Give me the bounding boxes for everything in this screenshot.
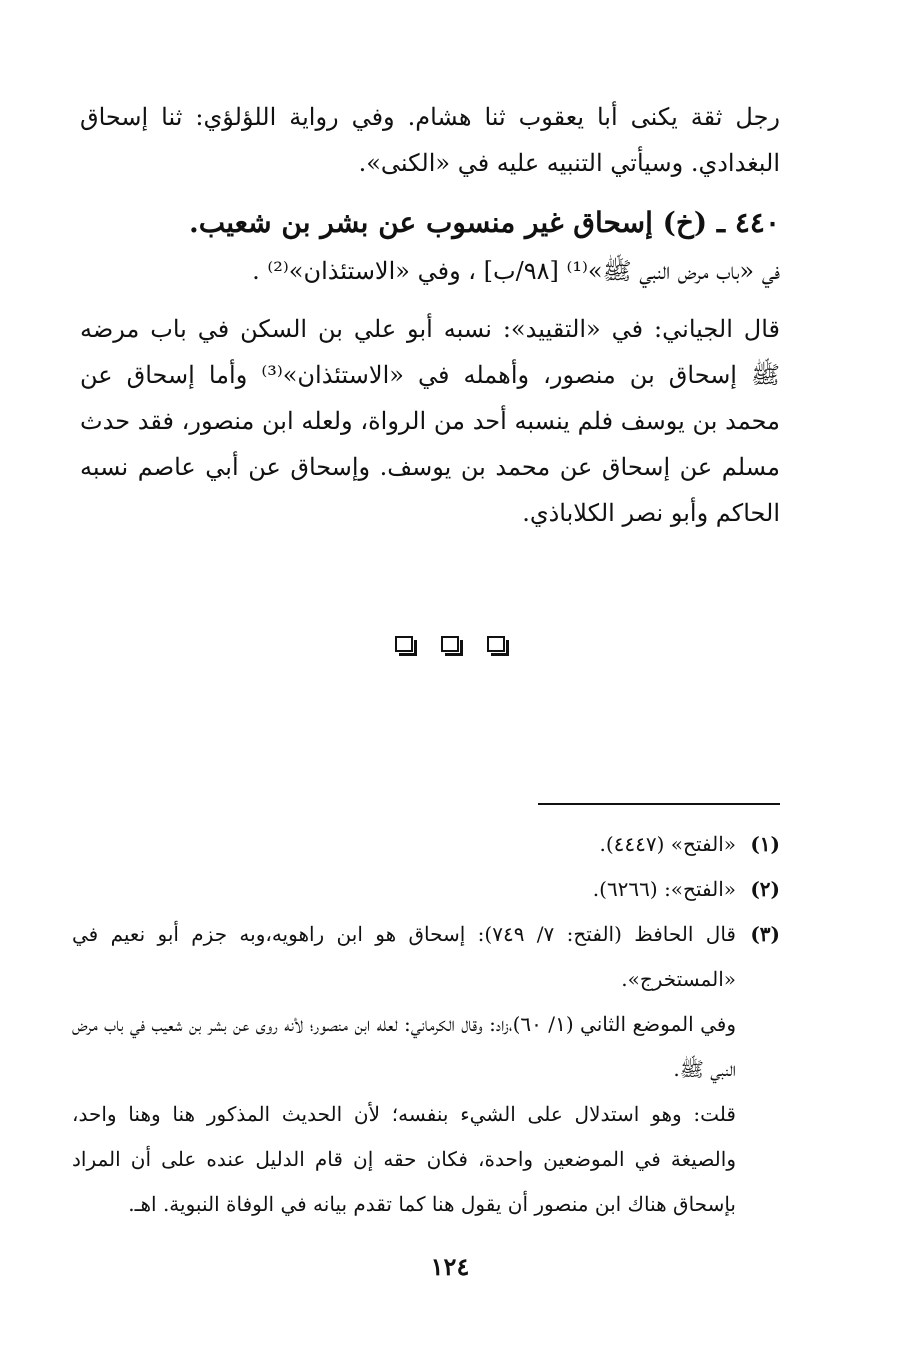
square-ornament-icon [441,636,459,652]
footnote-text: «الفتح»: (٦٢٦٦). [592,877,736,901]
page-number: ١٢٤ [430,1252,470,1281]
entry-heading: ٤٤٠ ـ (خ) إسحاق غير منسوب عن بشر بن شعيب. [188,206,780,239]
section-ornaments [0,636,900,652]
footnote-2 [72,867,780,912]
footnote-number: (١) [750,832,780,856]
footnote-text: «الفتح» (٤٤٤٧). [599,832,736,856]
continuation-paragraph: رجل ثقة يكنى أبا يعقوب ثنا هشام. وفي رواية اللؤلؤي: ثنا إسحاق البغدادي. وسيأتي التنبيه عليه في «الكنى». [80,103,781,177]
square-ornament-icon [487,636,505,652]
footnote-1 [72,822,780,867]
footnote-text: قال الحافظ (الفتح: ٧/ ٧٤٩): إسحاق هو ابن راهويه،وبه جزم أبو نعيم في «المستخرج». [72,922,736,991]
footnote-number: (٣) [750,922,780,946]
footnote-3-continuation: وفي الموضع الثاني (١/ ٦٠)،زاد: وقال الكرماني: لعله ابن منصور؛ لأنه روى عن بشر بن شعيب في باب مرض النبي ﷺ. [72,1012,736,1081]
footnote-number: (٢) [750,877,780,901]
square-ornament-icon [395,636,413,652]
entry-location-line: في «باب مرض النبي ﷺ»⁽¹⁾ [٩٨/ب] ، وفي «الاستئذان»⁽²⁾ . [252,257,780,285]
footnotes [72,822,780,1227]
footnote-separator [538,803,780,805]
footnote-3-continuation: قلت: وهو استدلال على الشيء بنفسه؛ لأن الحديث المذكور هنا وهنا واحد، والصيغة في الموضعين واحدة، فكان حقه إن قام الدليل عنده على أن المراد بإسحاق هناك ابن منصور أن يقول هنا كما تقدم بيانه في الوفاة النبوية. اهـ. [72,1102,736,1216]
footnote-3 [72,912,780,1002]
commentary-paragraph: قال الجياني: في «التقييد»: نسبه أبو علي بن السكن في باب مرضه ﷺ إسحاق بن منصور، وأهمله في «الاستئذان»⁽³⁾ وأما إسحاق عن محمد بن يوسف فلم ينسبه أحد من الرواة، ولعله ابن منصور، فقد حدث مسلم عن إسحاق عن محمد بن يوسف. وإسحاق عن أبي عاصم نسبه الحاكم وأبو نصر الكلاباذي. [80,315,781,527]
